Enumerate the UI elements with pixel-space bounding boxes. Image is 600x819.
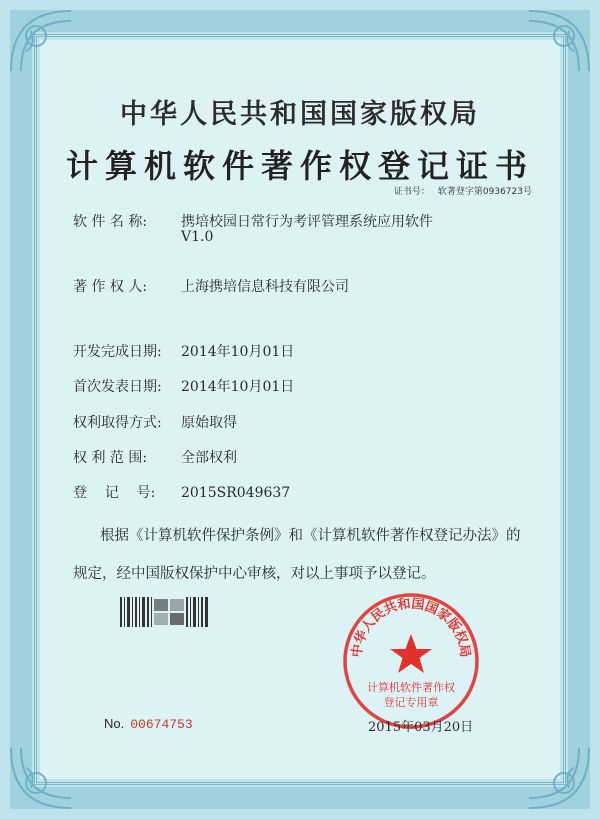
serial-number — [104, 716, 193, 732]
seal-star-icon — [390, 634, 432, 673]
field-label: 登 记 号: — [73, 485, 156, 501]
field-value: 全部权利 — [181, 450, 237, 466]
field-value: 携培校园日常行为考评管理系统应用软件 — [181, 214, 433, 230]
certificate-number-value: 软著登字第0936723号 — [437, 187, 532, 197]
field-value: 2015SR049637 — [181, 485, 291, 501]
serial-number-value: 00674753 — [130, 717, 193, 732]
field-label: 软 件 名 称: — [73, 214, 148, 230]
field-software-version — [181, 229, 213, 245]
official-seal — [340, 590, 482, 732]
certificate-number-label: 证书号： — [393, 187, 430, 197]
field-acquisition-method — [73, 412, 237, 432]
field-value: 上海携培信息科技有限公司 — [181, 279, 349, 295]
field-copyright-owner — [73, 276, 349, 296]
field-software-name — [73, 211, 433, 231]
issue-date: 2015年03月20日 — [368, 720, 474, 735]
certificate-title: 计算机软件著作权登记证书 — [65, 147, 534, 185]
field-value: V1.0 — [181, 229, 214, 245]
field-value: 原始取得 — [181, 415, 237, 431]
field-value: 2014年10月01日 — [181, 379, 295, 395]
field-rights-scope — [73, 447, 237, 467]
body-text-line-2: 规定，经中国版权保护中心审核，对以上事项予以登记。 — [73, 566, 436, 582]
certificate-number — [394, 184, 532, 197]
field-publish-date — [73, 376, 294, 396]
field-label: 首次发表日期: — [73, 379, 162, 395]
corner-ornament-icon — [6, 6, 76, 76]
field-label: 著 作 权 人: — [73, 279, 148, 295]
barcode-icon — [120, 597, 210, 627]
seal-ring-text: 中华人民共和国国家版权局 — [349, 596, 473, 659]
field-completion-date — [73, 341, 294, 361]
field-value: 2014年10月01日 — [181, 344, 295, 360]
body-text-line-1: 根据《计算机软件保护条例》和《计算机软件著作权登记办法》的 — [100, 528, 521, 544]
seal-center-line-2: 登记专用章 — [383, 696, 439, 709]
corner-ornament-icon — [524, 743, 594, 813]
field-label: 开发完成日期: — [73, 344, 162, 360]
field-registration-number — [73, 482, 290, 502]
field-label: 权利取得方式: — [73, 415, 162, 431]
seal-center-line-1: 计算机软件著作权 — [367, 681, 455, 694]
serial-number-label: No. — [104, 716, 125, 731]
field-label: 权 利 范 围: — [73, 450, 148, 466]
corner-ornament-icon — [6, 743, 76, 813]
issuing-authority: 中华人民共和国国家版权局 — [120, 99, 480, 130]
corner-ornament-icon — [524, 6, 594, 76]
